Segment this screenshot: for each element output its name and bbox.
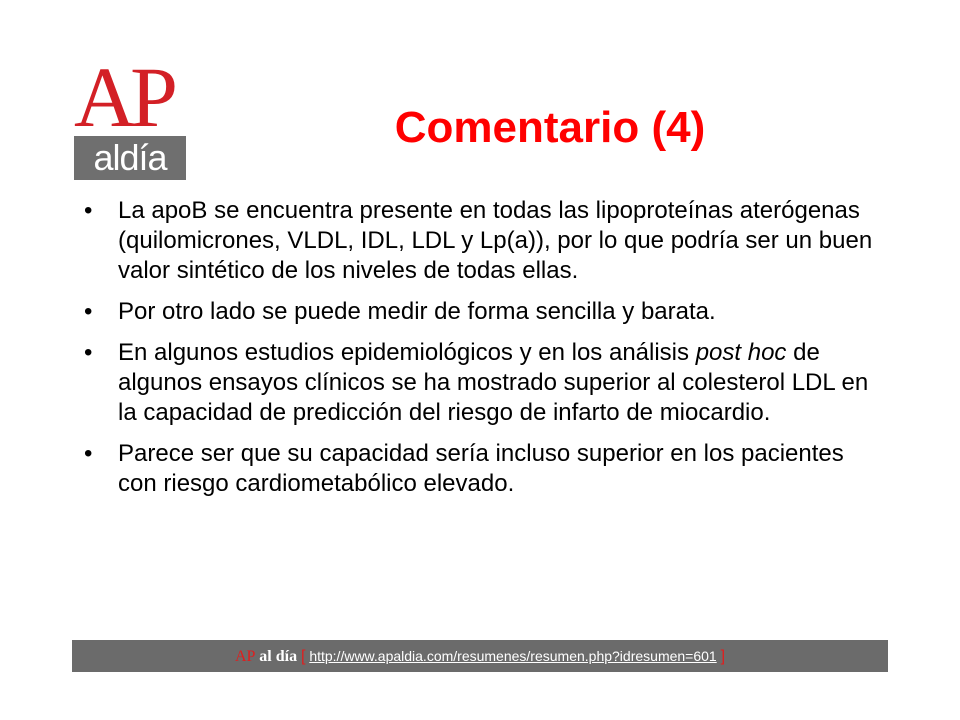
bullet-dot: •	[84, 339, 93, 366]
bullet-text: La apoB se encuentra presente en todas las lipoproteínas aterógenas (quilomicrones, VLDL, IDL, LDL y Lp(a)), por lo que podría ser un buen valor sintético de los niveles de todas ellas.	[118, 197, 873, 284]
bullet-dot: •	[84, 197, 93, 224]
footer-bracket-open: [	[300, 648, 306, 665]
footer-bracket-close: ]	[720, 648, 726, 665]
logo-aldia-text: aldía	[74, 136, 186, 180]
bullet-item	[80, 439, 880, 499]
footer-brand-ap: AP	[234, 648, 256, 665]
bullet-item	[80, 297, 880, 327]
bullet-text-italic: post hoc	[695, 339, 787, 366]
ap-aldia-logo	[74, 62, 190, 180]
bullet-text-end: de algunos ensayos clínicos se ha mostrado superior al colesterol LDL en la capacidad de predicción del riesgo de infarto de miocardio.	[118, 339, 869, 426]
bullet-text: Por otro lado se puede medir de forma sencilla y barata.	[118, 298, 716, 325]
bullet-dot: •	[84, 440, 93, 467]
footer-bar	[72, 640, 888, 672]
bullet-item	[80, 338, 880, 428]
logo-ap-text: AP	[74, 62, 172, 132]
bullet-dot: •	[84, 298, 93, 325]
footer-url-link[interactable]: http://www.apaldia.com/resumenes/resumen.php?idresumen=601	[309, 648, 717, 664]
footer-brand-aldia: al día	[259, 648, 298, 665]
bullet-text: Parece ser que su capacidad sería incluso superior en los pacientes con riesgo cardiometabólico elevado.	[118, 440, 844, 497]
bullet-text-start: En algunos estudios epidemiológicos y en los análisis	[118, 339, 696, 366]
bullet-item	[80, 196, 880, 286]
page-title: Comentario (4)	[394, 103, 706, 152]
bullet-list	[80, 196, 880, 510]
